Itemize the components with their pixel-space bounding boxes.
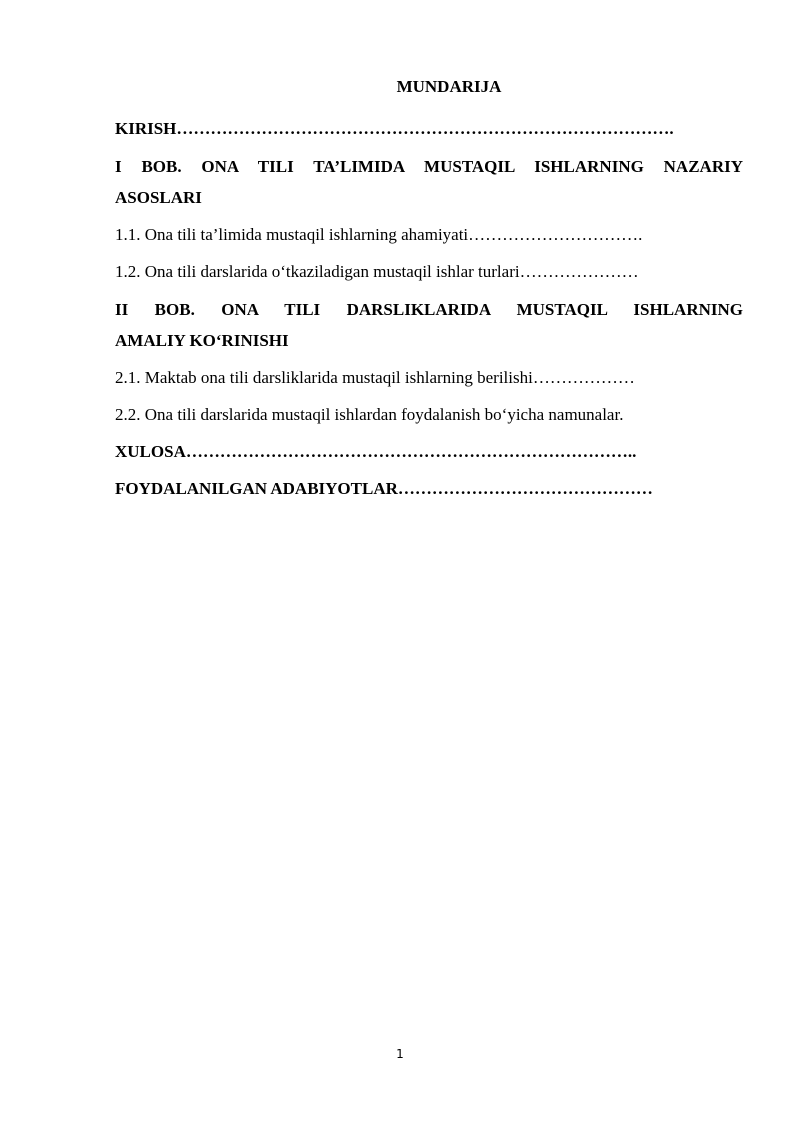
chapter-2-title-line-1: II BOB. ONA TILI DARSLIKLARIDA MUSTAQIL ISHLARNING <box>115 300 743 319</box>
toc-entry-intro: KIRISH……………………………………………………………………………. <box>115 119 674 138</box>
toc-entry-section-2-2: 2.2. Ona tili darslarida mustaqil ishlardan foydalanish bo‘yicha namunalar. <box>115 405 624 424</box>
toc-title: MUNDARIJA <box>396 77 502 96</box>
toc-entry-section-1-2: 1.2. Ona tili darslarida o‘tkaziladigan mustaqil ishlar turlari………………… <box>115 262 639 281</box>
toc-entry-section-1-1: 1.1. Ona tili ta’limida mustaqil ishlarning ahamiyati…………………………. <box>115 225 643 244</box>
chapter-1-title-line-2: ASOSLARI <box>115 188 202 207</box>
toc-entry-conclusion: XULOSA…………………………………………………………………….. <box>115 442 637 461</box>
chapter-1-title-line-1: I BOB. ONA TILI TA’LIMIDA MUSTAQIL ISHLARNING NAZARIY <box>115 157 743 176</box>
table-of-contents <box>115 74 743 511</box>
toc-entry-section-2-1: 2.1. Maktab ona tili darsliklarida mustaqil ishlarning berilishi……………… <box>115 368 635 387</box>
page-number: 1 <box>396 1047 404 1061</box>
toc-entry-chapter-1 <box>115 151 743 213</box>
toc-entry-references: FOYDALANILGAN ADABIYOTLAR……………………………………… <box>115 479 653 498</box>
toc-entry-chapter-2 <box>115 294 743 356</box>
chapter-2-title-line-2: AMALIY KO‘RINISHI <box>115 331 289 350</box>
